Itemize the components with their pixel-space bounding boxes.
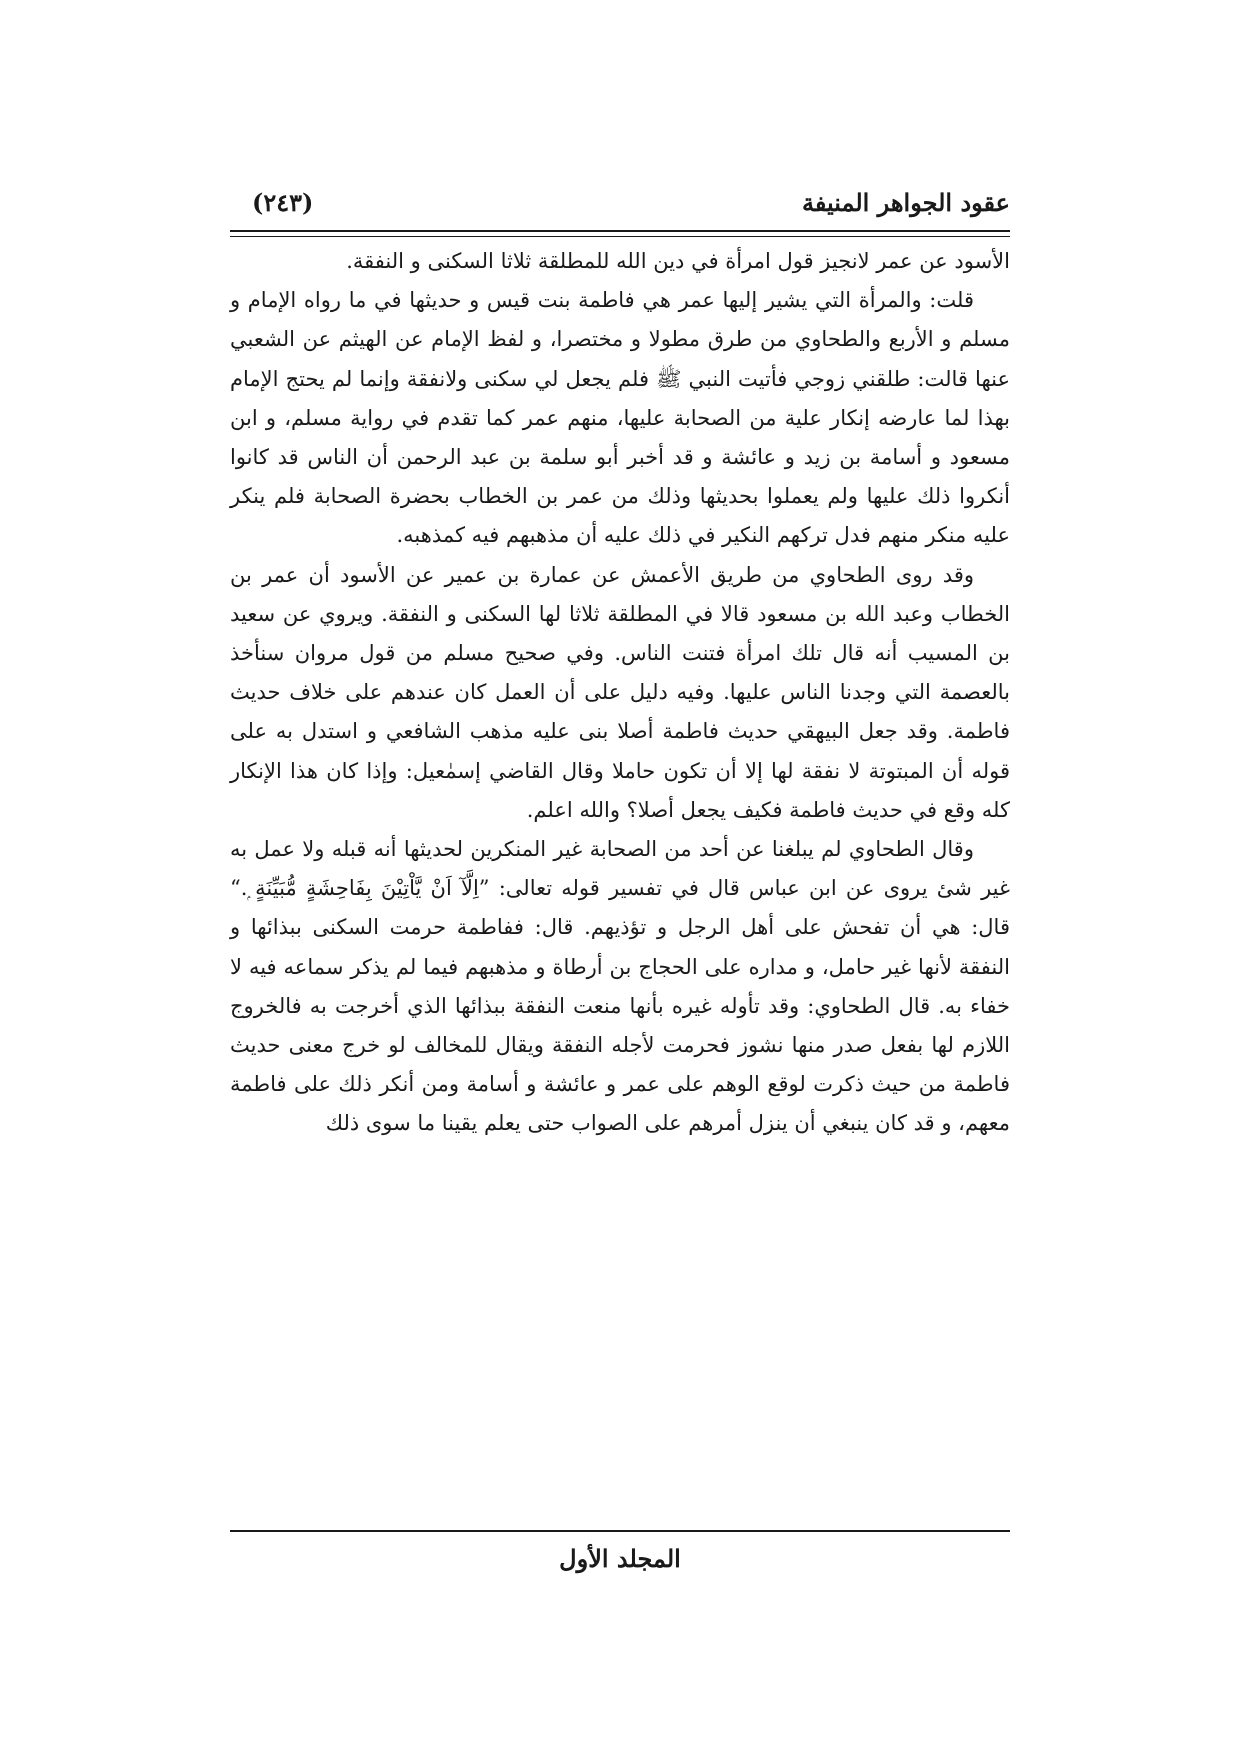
page-number: (٢٤٣) [252, 188, 314, 217]
paragraph: وقد روى الطحاوي من طريق الأعمش عن عمارة بن عمير عن الأسود أن عمر بن الخطاب وعبد الله بن مسعود قالا في المطلقة ثلاثا لها السكنى و النفقة. ويروي عن سعيد بن المسيب أنه قال تلك امرأة فتنت الناس. وفي صحيح مسلم من قول مروان سنأخذ بالعصمة التي وجدنا الناس عليها. وفيه دليل على أن العمل كان عندهم على خلاف حديث فاطمة. وقد جعل البيهقي حديث فاطمة أصلا بنى عليه مذهب الشافعي و استدل به على قوله أن المبتوتة لا نفقة لها إلا أن تكون حاملا وقال القاضي إسمٰعيل: وإذا كان هذا الإنكار كله وقع في حديث فاطمة فكيف يجعل أصلا؟ والله اعلم. [230, 562, 1010, 822]
header-divider [230, 230, 1010, 237]
footer-divider [230, 1530, 1010, 1532]
book-title: عقود الجواهر المنيفة [801, 188, 1010, 217]
running-header [230, 180, 1010, 220]
paragraph: قلت: والمرأة التي يشير إليها عمر هي فاطمة بنت قيس و حديثها في ما رواه الإمام و مسلم و الأربع والطحاوي من طرق مطولا و مختصرا، و لفظ الإمام عن الهيثم عن الشعبي عنها قالت: طلقني زوجي فأتيت النبي ﷺ فلم يجعل لي سكنى ولانفقة وإنما لم يحتج الإمام بهذا لما عارضه إنكار علية من الصحابة عليها، منهم عمر كما تقدم في رواية مسلم، و ابن مسعود و أسامة بن زيد و عائشة و قد أخبر أبو سلمة بن عبد الرحمن أن الناس قد كانوا أنكروا ذلك عليها ولم يعملوا بحديثها وذلك من عمر بن الخطاب بحضرة الصحابة فلم ينكر عليه منكر منهم فدل تركهم النكير في ذلك عليه أن مذهبهم فيه كمذهبه. [230, 288, 1011, 548]
paragraph: وقال الطحاوي لم يبلغنا عن أحد من الصحابة غير المنكرين لحديثها أنه قبله ولا عمل به غير شئ يروى عن ابن عباس قال في تفسير قوله تعالى: ”اِلَّآ اَنْ يَّاْتِيْنَ بِفَاحِشَةٍ مُّبَيِّنَةٍ ۭ.“ قال: هي أن تفحش على أهل الرجل و تؤذيهم. قال: ففاطمة حرمت السكنى ببذائها و النفقة لأنها غير حامل، و مداره على الحجاج بن أرطاة و مذهبهم فيما لم يذكر سماعه فيه لا خفاء به. قال الطحاوي: وقد تأوله غيره بأنها منعت النفقة ببذائها الذي أخرجت به فالخروج اللازم لها بفعل صدر منها نشوز فحرمت لأجله النفقة ويقال للمخالف لو خرج معنى حديث فاطمة من حيث ذكرت لوقع الوهم على عمر و عائشة و أسامة ومن أنكر ذلك على فاطمة معهم، و قد كان ينبغي أن ينزل أمرهم على الصواب حتى يعلم يقينا ما سوى ذلك [230, 837, 1010, 1136]
paragraph-continuation: الأسود عن عمر لانجيز قول امرأة في دين الله للمطلقة ثلاثا السكنى و النفقة. [346, 249, 1010, 273]
volume-label: المجلد الأول [559, 1544, 681, 1573]
document-page [230, 180, 1010, 1600]
body-text [230, 242, 1010, 1144]
